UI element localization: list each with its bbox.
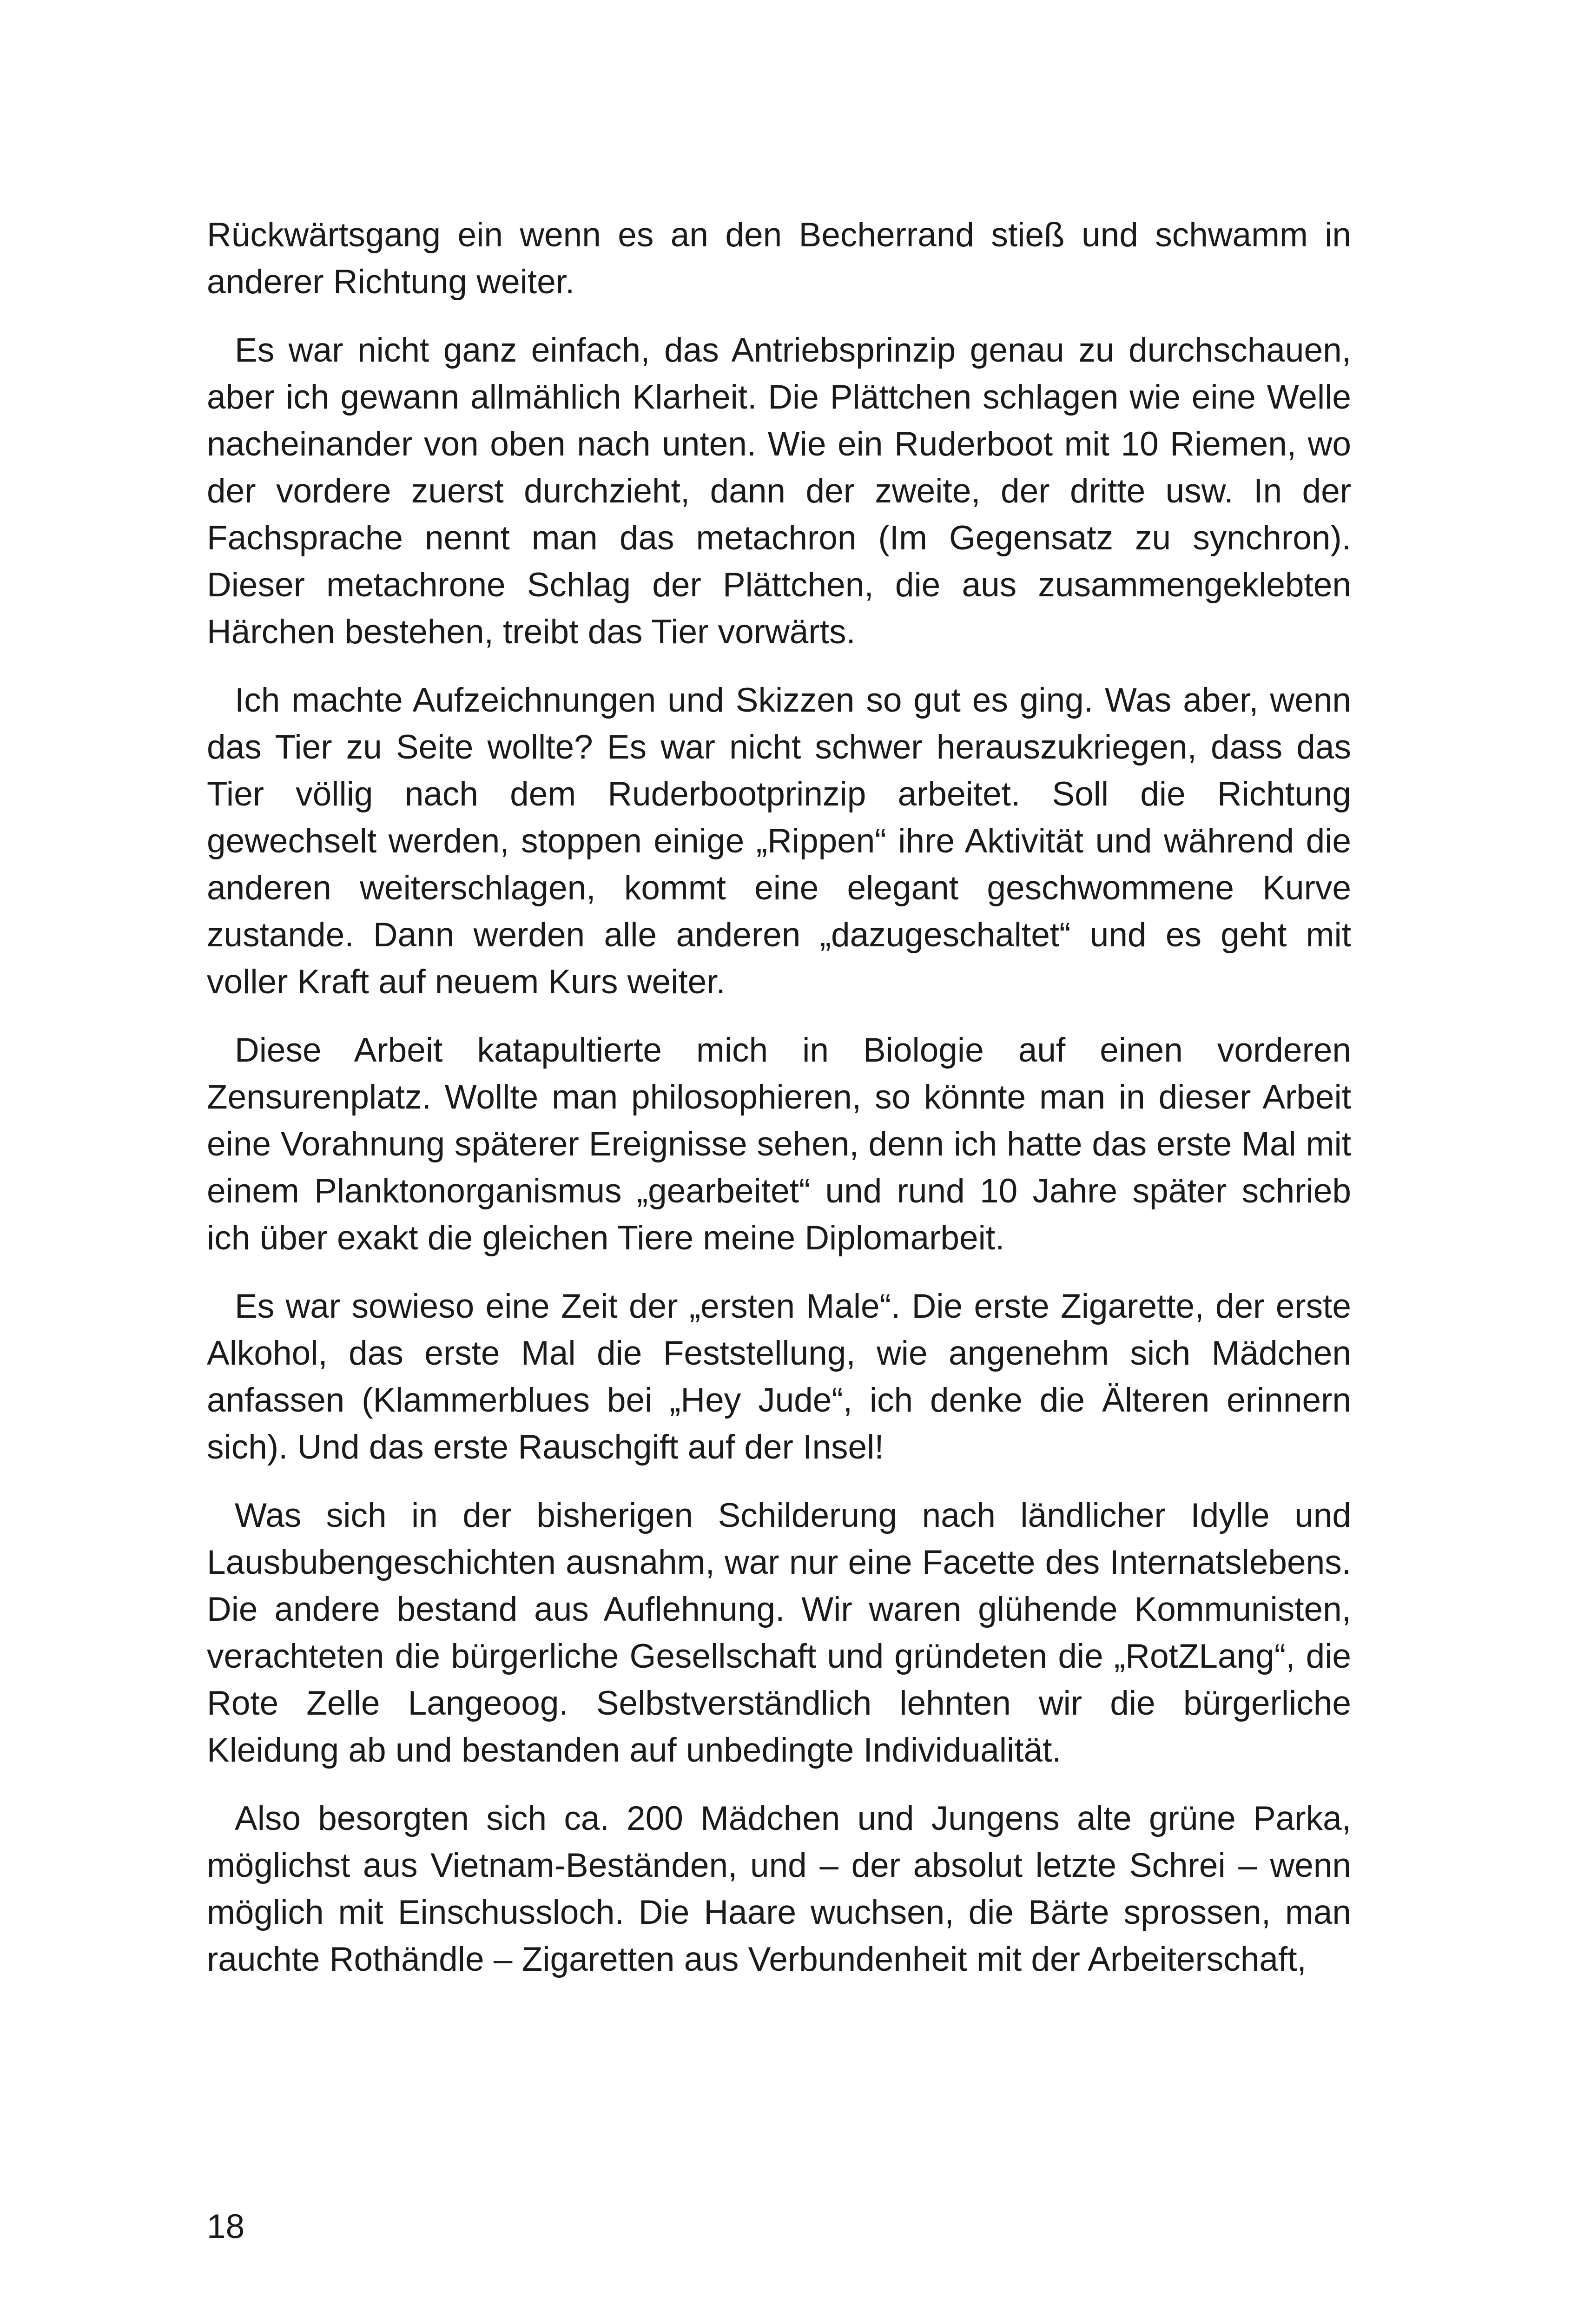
paragraph-1: Rückwärtsgang ein wenn es an den Becherrand stieß und schwamm in anderer Richtung weiter.: [207, 216, 1351, 301]
page-number: 18: [207, 2208, 245, 2245]
paragraph-2: Es war nicht ganz einfach, das Antriebsprinzip genau zu durchschauen, aber ich gewann allmählich Klarheit. Die Plättchen schlagen wie eine Welle nacheinander von oben nach unten. Wie ein Ruderboot mit 10 Riemen, wo der vordere zuerst durchzieht, dann der zweite, der dritte usw. In der Fachsprache nennt man das metachron (Im Gegensatz zu synchron). Dieser metachrone Schlag der Plättchen, die aus zusammengeklebten Härchen bestehen, treibt das Tier vorwärts.: [207, 331, 1351, 651]
body-text: [207, 211, 1351, 1983]
paragraph-4: Diese Arbeit katapultierte mich in Biologie auf einen vorderen Zensurenplatz. Wollte man philosophieren, so könnte man in dieser Arbeit eine Vorahnung späterer Ereignisse sehen, denn ich hatte das erste Mal mit einem Planktonorganismus „gearbeitet“ und rund 10 Jahre später schrieb ich über exakt die gleichen Tiere meine Diplomarbeit.: [207, 1031, 1351, 1257]
paragraph-7: Also besorgten sich ca. 200 Mädchen und Jungens alte grüne Parka, möglichst aus Vietnam-Beständen, und – der absolut letzte Schrei – wenn möglich mit Einschussloch. Die Haare wuchsen, die Bärte sprossen, man rauchte Rothändle – Zigaretten aus Verbundenheit mit der Arbeiterschaft,: [207, 1800, 1351, 1978]
paragraph-5: Es war sowieso eine Zeit der „ersten Male“. Die erste Zigarette, der erste Alkohol, das erste Mal die Feststellung, wie angenehm sich Mädchen anfassen (Klammerblues bei „Hey Jude“, ich denke die Älteren erinnern sich). Und das erste Rauschgift auf der Insel!: [207, 1287, 1351, 1466]
paragraph-3: Ich machte Aufzeichnungen und Skizzen so gut es ging. Was aber, wenn das Tier zu Seite wollte? Es war nicht schwer herauszukriegen, dass das Tier völlig nach dem Ruderbootprinzip arbeitet. Soll die Richtung gewechselt werden, stoppen einige „Rippen“ ihre Aktivität und während die anderen weiterschlagen, kommt eine elegant geschwommene Kurve zustande. Dann werden alle anderen „dazugeschaltet“ und es geht mit voller Kraft auf neuem Kurs weiter.: [207, 681, 1351, 1001]
paragraph-6: Was sich in der bisherigen Schilderung nach ländlicher Idylle und Lausbubengeschichten ausnahm, war nur eine Facette des Internatslebens. Die andere bestand aus Auflehnung. Wir waren glühende Kommunisten, verachteten die bürgerliche Gesellschaft und gründeten die „RotZLang“, die Rote Zelle Langeoog. Selbstverständlich lehnten wir die bürgerliche Kleidung ab und bestanden auf unbedingte Individualität.: [207, 1497, 1351, 1769]
